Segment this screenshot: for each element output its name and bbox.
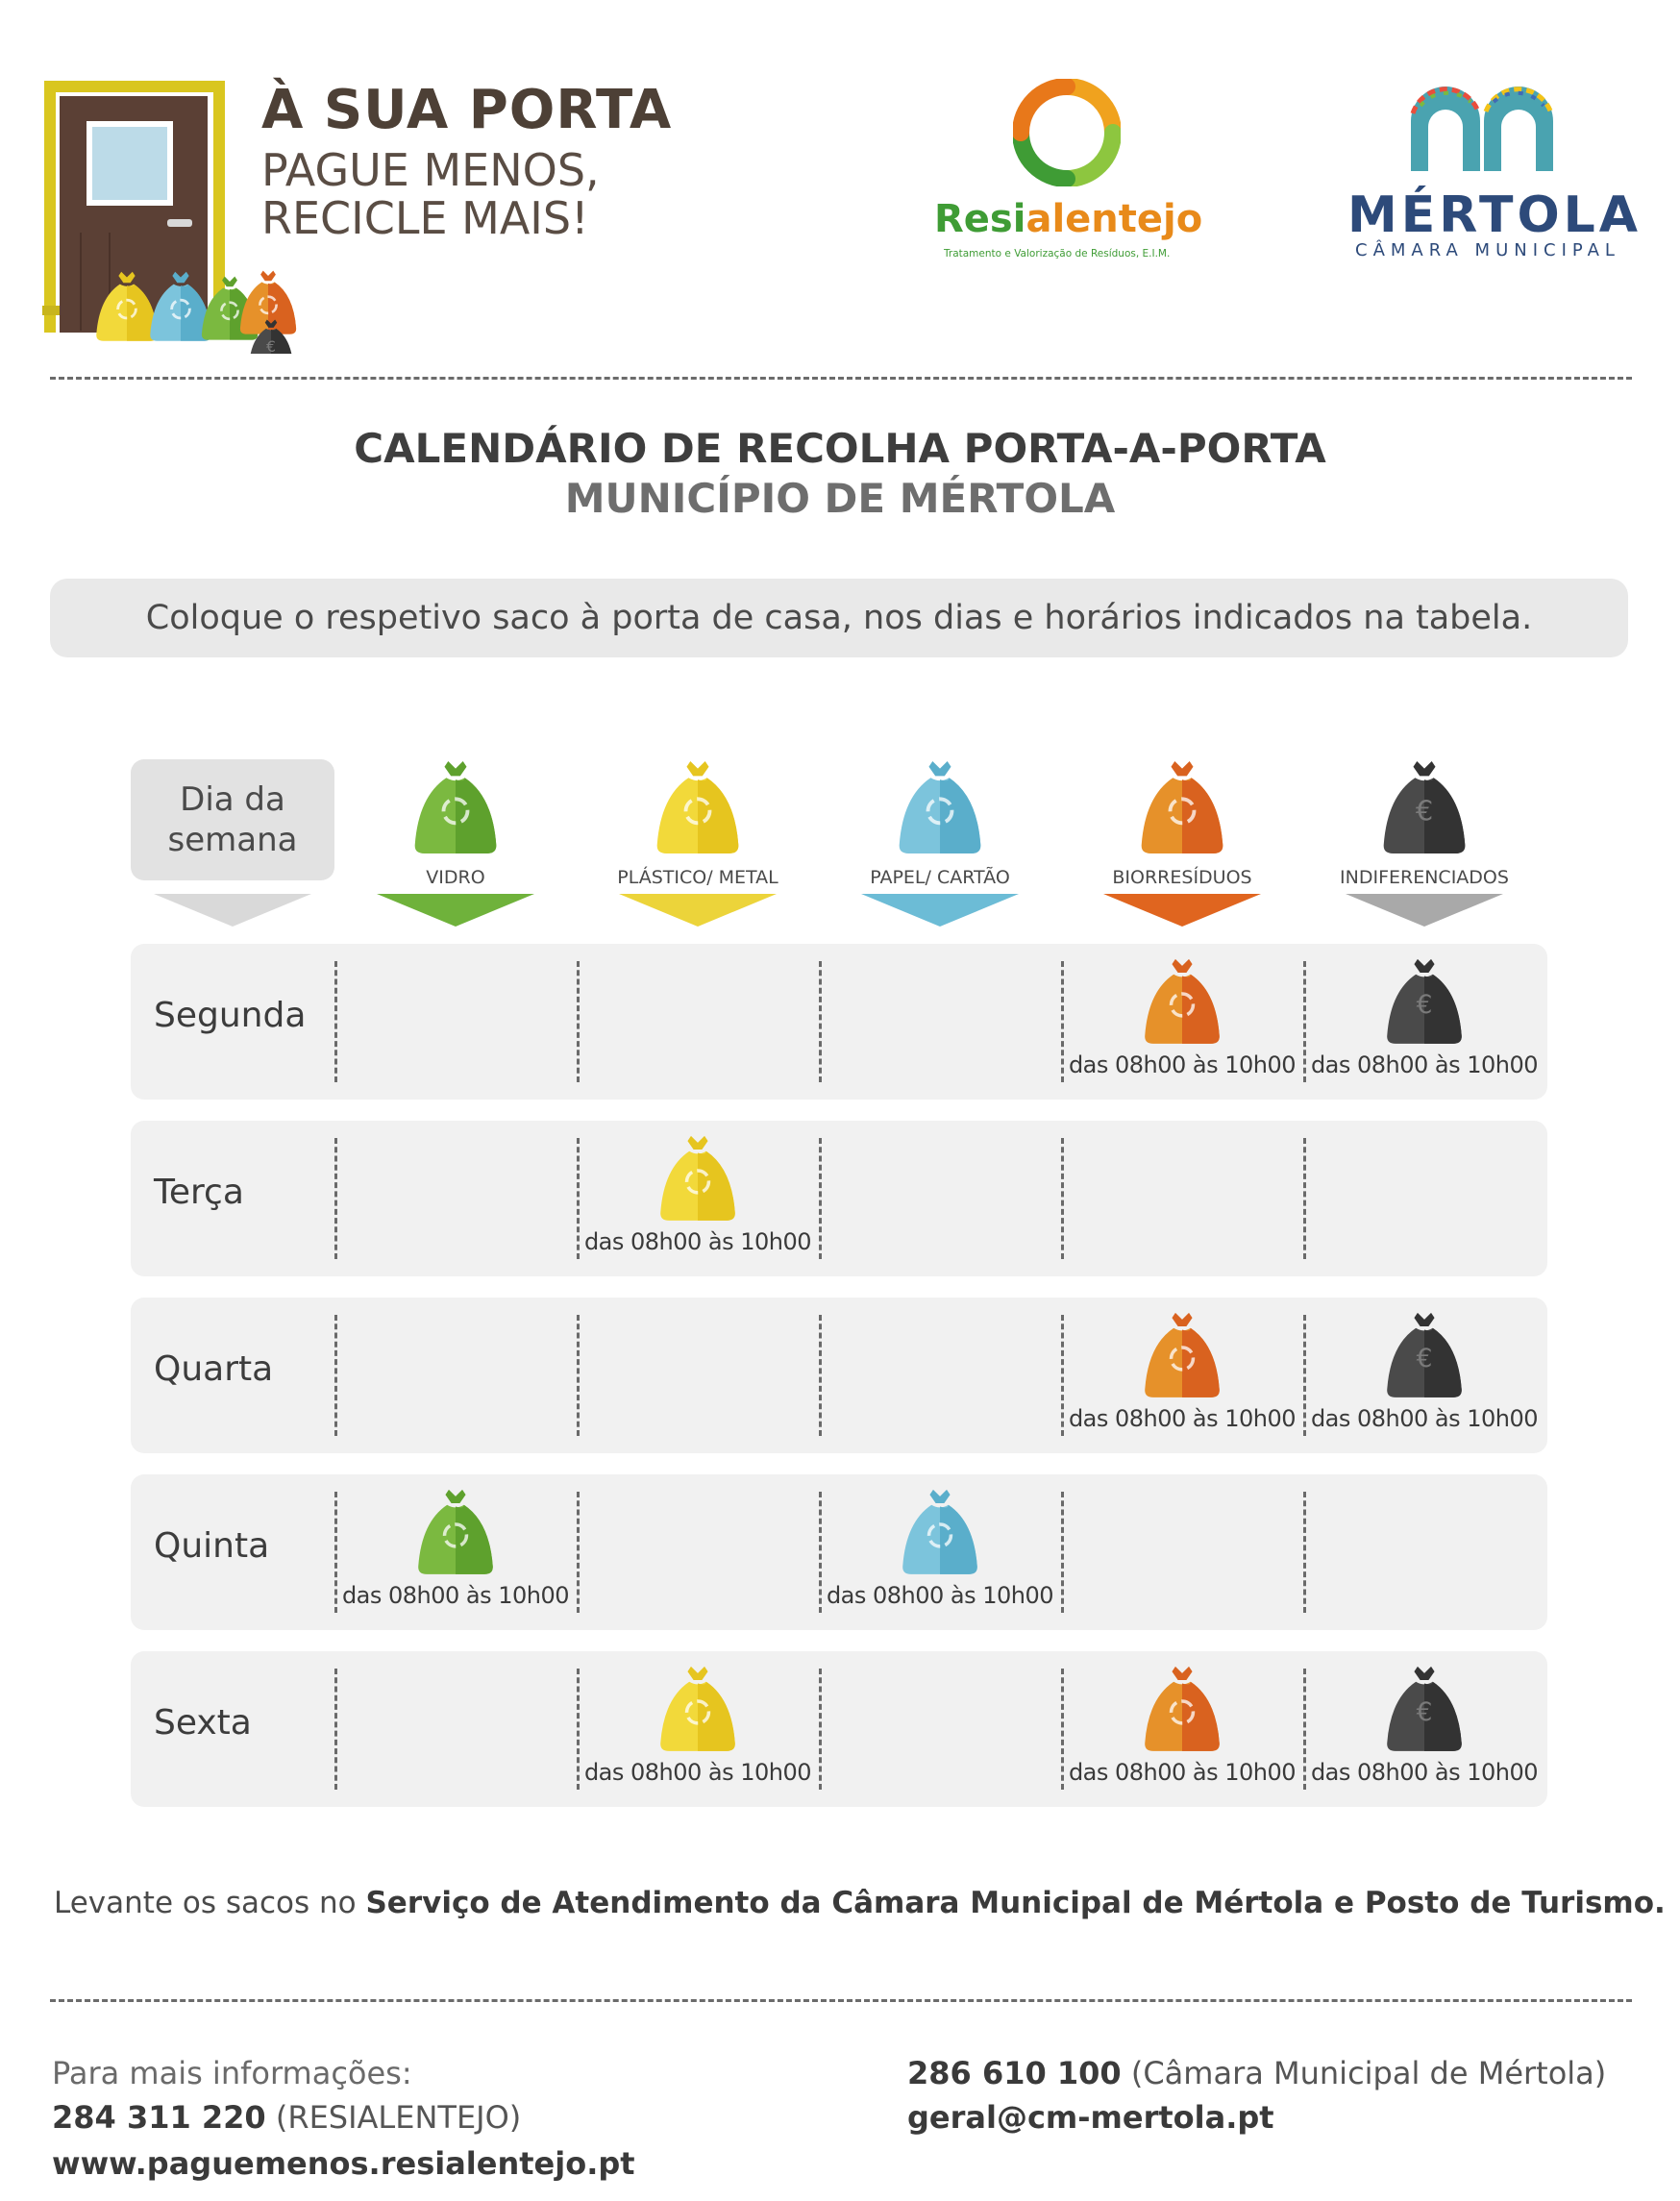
- divider-top: [50, 377, 1632, 380]
- column-divider: [334, 1315, 337, 1436]
- divider-bottom: [50, 1999, 1632, 2002]
- instruction-banner: Coloque o respetivo saco à porta de casa, nos dias e horários indicados na tabela.: [50, 579, 1628, 657]
- website-link[interactable]: [52, 2145, 635, 2182]
- collection-time: das 08h00 às 10h00: [583, 1228, 812, 1255]
- mertola-contact: [907, 2055, 1606, 2091]
- column-divider: [334, 1138, 337, 1259]
- category-label: BIORRESÍDUOS: [1112, 867, 1252, 888]
- svg-text:€: €: [1416, 1344, 1433, 1374]
- collection-time: das 08h00 às 10h00: [1310, 1759, 1539, 1786]
- day-header-arrow-icon: [154, 894, 311, 927]
- brand-title: À SUA PORTA: [261, 79, 673, 141]
- table-row: [131, 1651, 1547, 1807]
- day-label: Quinta: [154, 1526, 270, 1566]
- resialentejo-phone[interactable]: 284 311 220: [52, 2099, 266, 2136]
- schedule-bag-icon: [413, 1484, 498, 1582]
- category-label: PLÁSTICO/ METAL: [617, 867, 778, 888]
- mertola-logo-icon: [1405, 79, 1559, 171]
- bag-cluster-icon: [92, 238, 342, 354]
- column-divider: [819, 961, 822, 1082]
- email-link[interactable]: [907, 2099, 1274, 2136]
- column-divider: [577, 1492, 580, 1613]
- resialentejo-logo-icon: [1013, 79, 1121, 186]
- collection-time: das 08h00 às 10h00: [1068, 1051, 1297, 1078]
- category-arrow-icon: [619, 894, 777, 927]
- schedule-bag-icon: [898, 1484, 982, 1582]
- resialentejo-logo-text: [934, 197, 1202, 241]
- day-column-header: Dia da semana: [131, 759, 334, 880]
- resialentejo-logo-part1: Resi: [934, 197, 1026, 241]
- svg-text:€: €: [1416, 990, 1433, 1021]
- schedule-bag-icon: [1382, 1661, 1467, 1759]
- resialentejo-logo-part2: alentejo: [1025, 197, 1203, 241]
- schedule-bag-icon: [1382, 1307, 1467, 1405]
- header-bag-icon-4: [1136, 755, 1228, 861]
- schedule-bag-icon: [1140, 1307, 1224, 1405]
- column-divider: [819, 1669, 822, 1790]
- day-label: Quarta: [154, 1349, 274, 1389]
- collection-time: das 08h00 às 10h00: [583, 1759, 812, 1786]
- column-divider: [334, 1669, 337, 1790]
- column-divider: [1303, 1138, 1306, 1259]
- column-divider: [577, 961, 580, 1082]
- pickup-notice-location: Serviço de Atendimento da Câmara Municipal de Mértola e Posto de Turismo.: [365, 1886, 1666, 1920]
- header-bag-icon-5: [1378, 755, 1470, 861]
- info-label: Para mais informações:: [52, 2055, 412, 2091]
- column-divider: [819, 1138, 822, 1259]
- collection-time: das 08h00 às 10h00: [1310, 1051, 1539, 1078]
- header-bag-icon-1: [409, 755, 502, 861]
- category-arrow-icon: [377, 894, 534, 927]
- column-divider: [1061, 1492, 1064, 1613]
- mertola-logo-text: MÉRTOLA: [1347, 186, 1643, 244]
- schedule-bag-icon: [1382, 953, 1467, 1051]
- schedule-bag-icon: [1140, 953, 1224, 1051]
- svg-text:€: €: [1416, 1697, 1433, 1728]
- category-label: INDIFERENCIADOS: [1340, 867, 1509, 888]
- category-label: PAPEL/ CARTÃO: [870, 867, 1010, 888]
- schedule-bag-icon: [655, 1661, 740, 1759]
- resialentejo-tagline: Tratamento e Valorização de Resíduos, E.I.M.: [944, 248, 1171, 260]
- column-divider: [1303, 1492, 1306, 1613]
- column-divider: [1061, 1138, 1064, 1259]
- page-title: CALENDÁRIO DE RECOLHA PORTA-A-PORTA: [354, 425, 1326, 472]
- category-arrow-icon: [861, 894, 1019, 927]
- mertola-logo-subtitle: CÂMARA MUNICIPAL: [1355, 240, 1620, 260]
- category-label: VIDRO: [426, 867, 485, 888]
- resialentejo-contact: [52, 2099, 521, 2136]
- day-label: Terça: [154, 1173, 244, 1212]
- schedule-bag-icon: [1140, 1661, 1224, 1759]
- email-text: geral@cm-mertola.pt: [907, 2099, 1274, 2136]
- brand-slogan-line2: RECICLE MAIS!: [261, 192, 589, 244]
- resialentejo-phone-org: (RESIALENTEJO): [265, 2099, 522, 2136]
- table-row: [131, 1298, 1547, 1453]
- column-divider: [819, 1315, 822, 1436]
- mertola-phone[interactable]: 286 610 100: [907, 2055, 1122, 2091]
- collection-time: das 08h00 às 10h00: [1310, 1405, 1539, 1432]
- collection-time: das 08h00 às 10h00: [1068, 1759, 1297, 1786]
- page-subtitle: MUNICÍPIO DE MÉRTOLA: [564, 475, 1116, 522]
- mertola-phone-org: (Câmara Municipal de Mértola): [1121, 2055, 1607, 2091]
- table-row: [131, 944, 1547, 1100]
- svg-text:€: €: [266, 337, 276, 354]
- column-divider: [577, 1315, 580, 1436]
- header-bag-icon-2: [652, 755, 744, 861]
- pickup-notice-prefix: Levante os sacos no: [54, 1886, 366, 1920]
- day-label: Segunda: [154, 996, 307, 1035]
- collection-time: das 08h00 às 10h00: [826, 1582, 1054, 1609]
- website-text: www.paguemenos.resialentejo.pt: [52, 2145, 635, 2182]
- svg-text:€: €: [1415, 794, 1434, 828]
- brand-slogan-line1: PAGUE MENOS,: [261, 144, 600, 196]
- header-bag-icon-3: [894, 755, 986, 861]
- column-divider: [334, 961, 337, 1082]
- category-arrow-icon: [1103, 894, 1261, 927]
- collection-time: das 08h00 às 10h00: [341, 1582, 570, 1609]
- category-arrow-icon: [1346, 894, 1503, 927]
- table-row: [131, 1474, 1547, 1630]
- pickup-notice: [54, 1886, 1666, 1920]
- schedule-bag-icon: [655, 1130, 740, 1228]
- table-row: [131, 1121, 1547, 1276]
- collection-time: das 08h00 às 10h00: [1068, 1405, 1297, 1432]
- day-label: Sexta: [154, 1703, 252, 1743]
